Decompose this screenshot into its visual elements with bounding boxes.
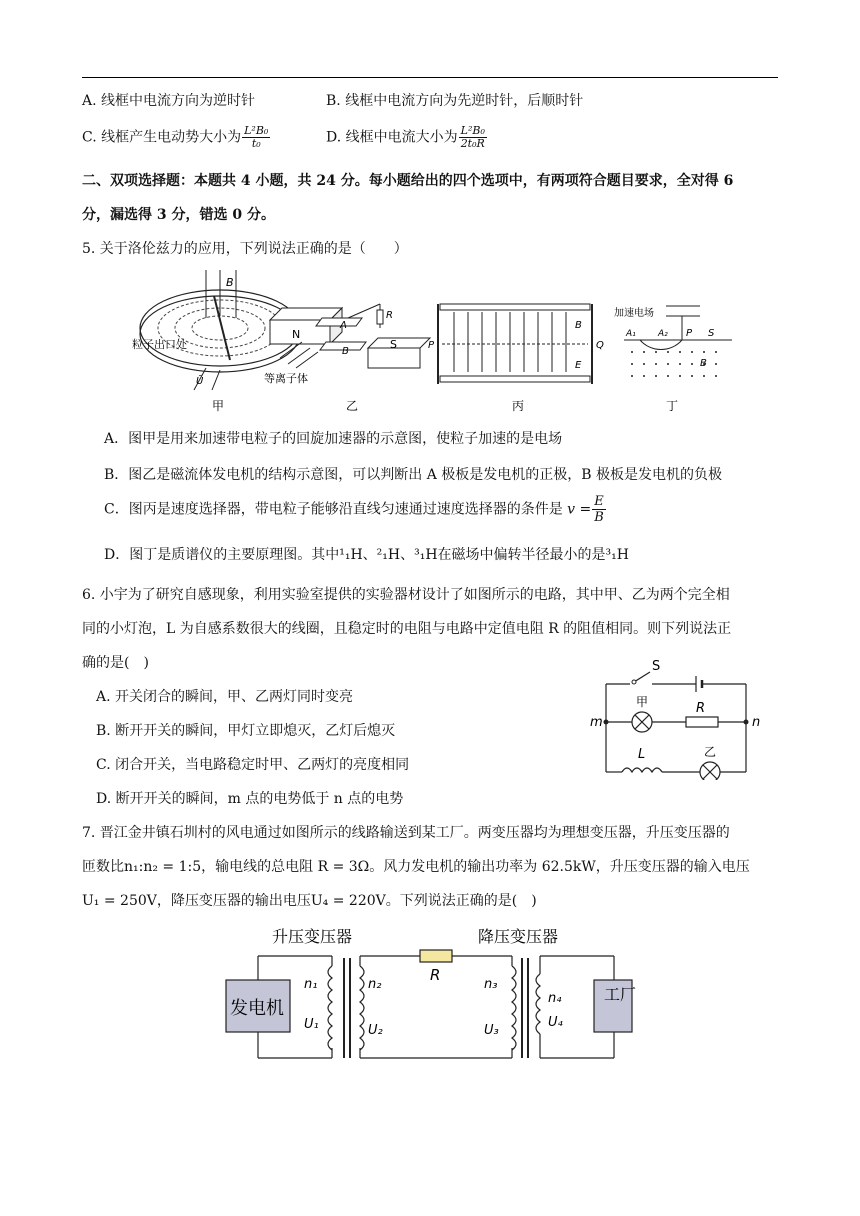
label-n2: n₂: [368, 977, 382, 992]
q4-option-b: B. 线框中电流方向为先逆时针，后顺时针: [326, 93, 584, 109]
q5-d-isotopes: ¹₁H、²₁H、³₁H: [339, 547, 438, 563]
label-generator: 发电机: [230, 998, 284, 1019]
q5-figures: [120, 268, 760, 416]
q6-option-b: B. 断开开关的瞬间，甲灯立即熄灭，乙灯后熄灭: [96, 723, 396, 739]
q4-option-a: A. 线框中电流方向为逆时针: [82, 93, 256, 109]
q6-stem-line3: 确的是( ): [82, 655, 149, 671]
label-u2: U₂: [368, 1023, 383, 1038]
q6-option-c: C. 闭合开关，当电路稳定时甲、乙两灯的亮度相同: [96, 757, 410, 773]
circuit-label-l: L: [638, 747, 646, 762]
q5-c-numerator: E: [592, 494, 606, 510]
label-b-ding: B: [700, 358, 707, 369]
label-jia: 甲: [212, 399, 225, 413]
label-a-yi: A: [340, 320, 347, 331]
figure-yi-mhd: [264, 304, 430, 413]
q6-option-d: D. 断开开关的瞬间，m 点的电势低于 n 点的电势: [96, 791, 404, 807]
q4-d-numerator: L²B₀: [460, 124, 485, 137]
q4-d-denominator: 2t₀R: [460, 137, 485, 150]
circuit-label-s: S: [652, 660, 661, 674]
label-u1: U₁: [304, 1017, 319, 1032]
label-r-line: R: [430, 966, 441, 984]
q6-circuit: [586, 660, 770, 780]
circuit-label-jia: 甲: [636, 695, 649, 709]
top-rule: [82, 77, 778, 78]
q5-c-fraction: [592, 494, 606, 525]
label-outlet: 粒子出口处: [132, 338, 187, 351]
q5-stem: 5. 关于洛伦兹力的应用，下列说法正确的是（ ）: [82, 241, 408, 257]
label-p-bing: P: [428, 340, 435, 351]
q5-option-a: A．图甲是用来加速带电粒子的回旋加速器的示意图，使粒子加速的是电场: [104, 431, 563, 447]
label-n1: n₁: [304, 977, 318, 992]
label-step-down: 降压变压器: [478, 927, 559, 946]
label-step-up: 升压变压器: [272, 927, 353, 946]
q7-stem-line2: 匝数比n₁:n₂ = 1:5，输电线的总电阻 R = 3Ω。风力发电机的输出功率为 62.5kW，升压变压器的输入电压: [82, 859, 750, 875]
q4-option-c-fraction: [242, 125, 270, 150]
q4-c-numerator: L²B₀: [244, 124, 269, 137]
label-q: Q: [596, 340, 604, 351]
q5-option-c-text: C．图丙是速度选择器，带电粒子能够沿直线匀速通过速度选择器的条件是: [104, 501, 563, 518]
circuit-label-n: n: [752, 715, 761, 730]
label-bing: 丙: [512, 399, 525, 413]
q5-option-d: [104, 544, 629, 564]
label-u-tilde: Ũ: [196, 376, 204, 387]
q5-d-mid: 在磁场中偏转半径最小的是: [437, 547, 606, 563]
q6-option-a: A. 开关闭合的瞬间，甲、乙两灯同时变亮: [96, 689, 354, 705]
q4-option-c: [82, 125, 270, 150]
label-s-ding: S: [708, 328, 715, 339]
q4-option-c-text: C. 线框产生电动势大小为: [82, 129, 242, 146]
q4-option-d: [326, 125, 487, 150]
label-r-yi: R: [386, 310, 393, 321]
q5-option-b: B．图乙是磁流体发电机的结构示意图，可以判断出 A 极板是发电机的正极，B 极板是发电机的负极: [104, 467, 723, 483]
label-u4: U₄: [548, 1015, 563, 1030]
label-n4: n₄: [548, 991, 562, 1006]
label-s: S: [390, 338, 397, 351]
label-b-yi: B: [342, 346, 349, 357]
q6-stem-line2: 同的小灯泡，L 为自感系数很大的线圈，且稳定时的电阻与电路中定值电阻 R 的阻值相同。则下列说法正: [82, 621, 732, 637]
q5-option-c: [104, 494, 606, 525]
q4-option-d-text: D. 线框中电流大小为: [326, 129, 458, 146]
q4-c-denominator: t₀: [251, 137, 261, 150]
label-ding: 丁: [666, 399, 679, 413]
label-a1: A₁: [626, 329, 636, 339]
q5-option-d-text: D．图丁是质谱仪的主要原理图。其中: [104, 547, 340, 563]
q7-stem-line3: U₁ = 250V，降压变压器的输出电压U₄ = 220V。下列说法正确的是( ): [82, 893, 537, 909]
q4-option-d-fraction: [459, 125, 487, 150]
label-u3: U₃: [484, 1023, 499, 1038]
circuit-label-yi: 乙: [704, 745, 717, 759]
section2-line2: 分，漏选得 3 分，错选 0 分。: [82, 207, 275, 223]
label-factory: 工厂: [604, 985, 637, 1004]
label-n: N: [292, 328, 301, 341]
q5-d-answer: ³₁H: [605, 547, 629, 563]
section2-line1: 二、双项选择题：本题共 4 小题，共 24 分。每小题给出的四个选项中，有两项符合题目要求，全对得 6: [82, 173, 734, 189]
label-a2: A₂: [658, 329, 668, 339]
label-b-jia: B: [226, 276, 234, 289]
label-e: E: [575, 360, 582, 371]
label-accel-field: 加速电场: [614, 308, 654, 319]
circuit-label-r: R: [696, 701, 706, 716]
figure-ding-spectrometer: [614, 306, 732, 413]
label-yi: 乙: [346, 399, 359, 413]
label-p-ding: P: [686, 328, 693, 339]
label-n3: n₃: [484, 977, 498, 992]
q5-c-lhs: v =: [567, 501, 592, 518]
circuit-label-m: m: [590, 715, 603, 730]
q6-stem-line1: 6. 小宇为了研究自感现象，利用实验室提供的实验器材设计了如图所示的电路，其中甲、乙为两个完全相: [82, 587, 730, 603]
figure-bing-selector: [428, 304, 604, 413]
q7-stem-line1: 7. 晋江金井镇石圳村的风电通过如图所示的线路输送到某工厂。两变压器均为理想变压器，升压变压器的: [82, 825, 730, 841]
q5-c-denominator: B: [594, 510, 604, 525]
label-b-bing: B: [575, 320, 582, 331]
q7-transformer-diagram: [222, 922, 642, 1066]
label-plasma: 等离子体: [264, 372, 308, 385]
